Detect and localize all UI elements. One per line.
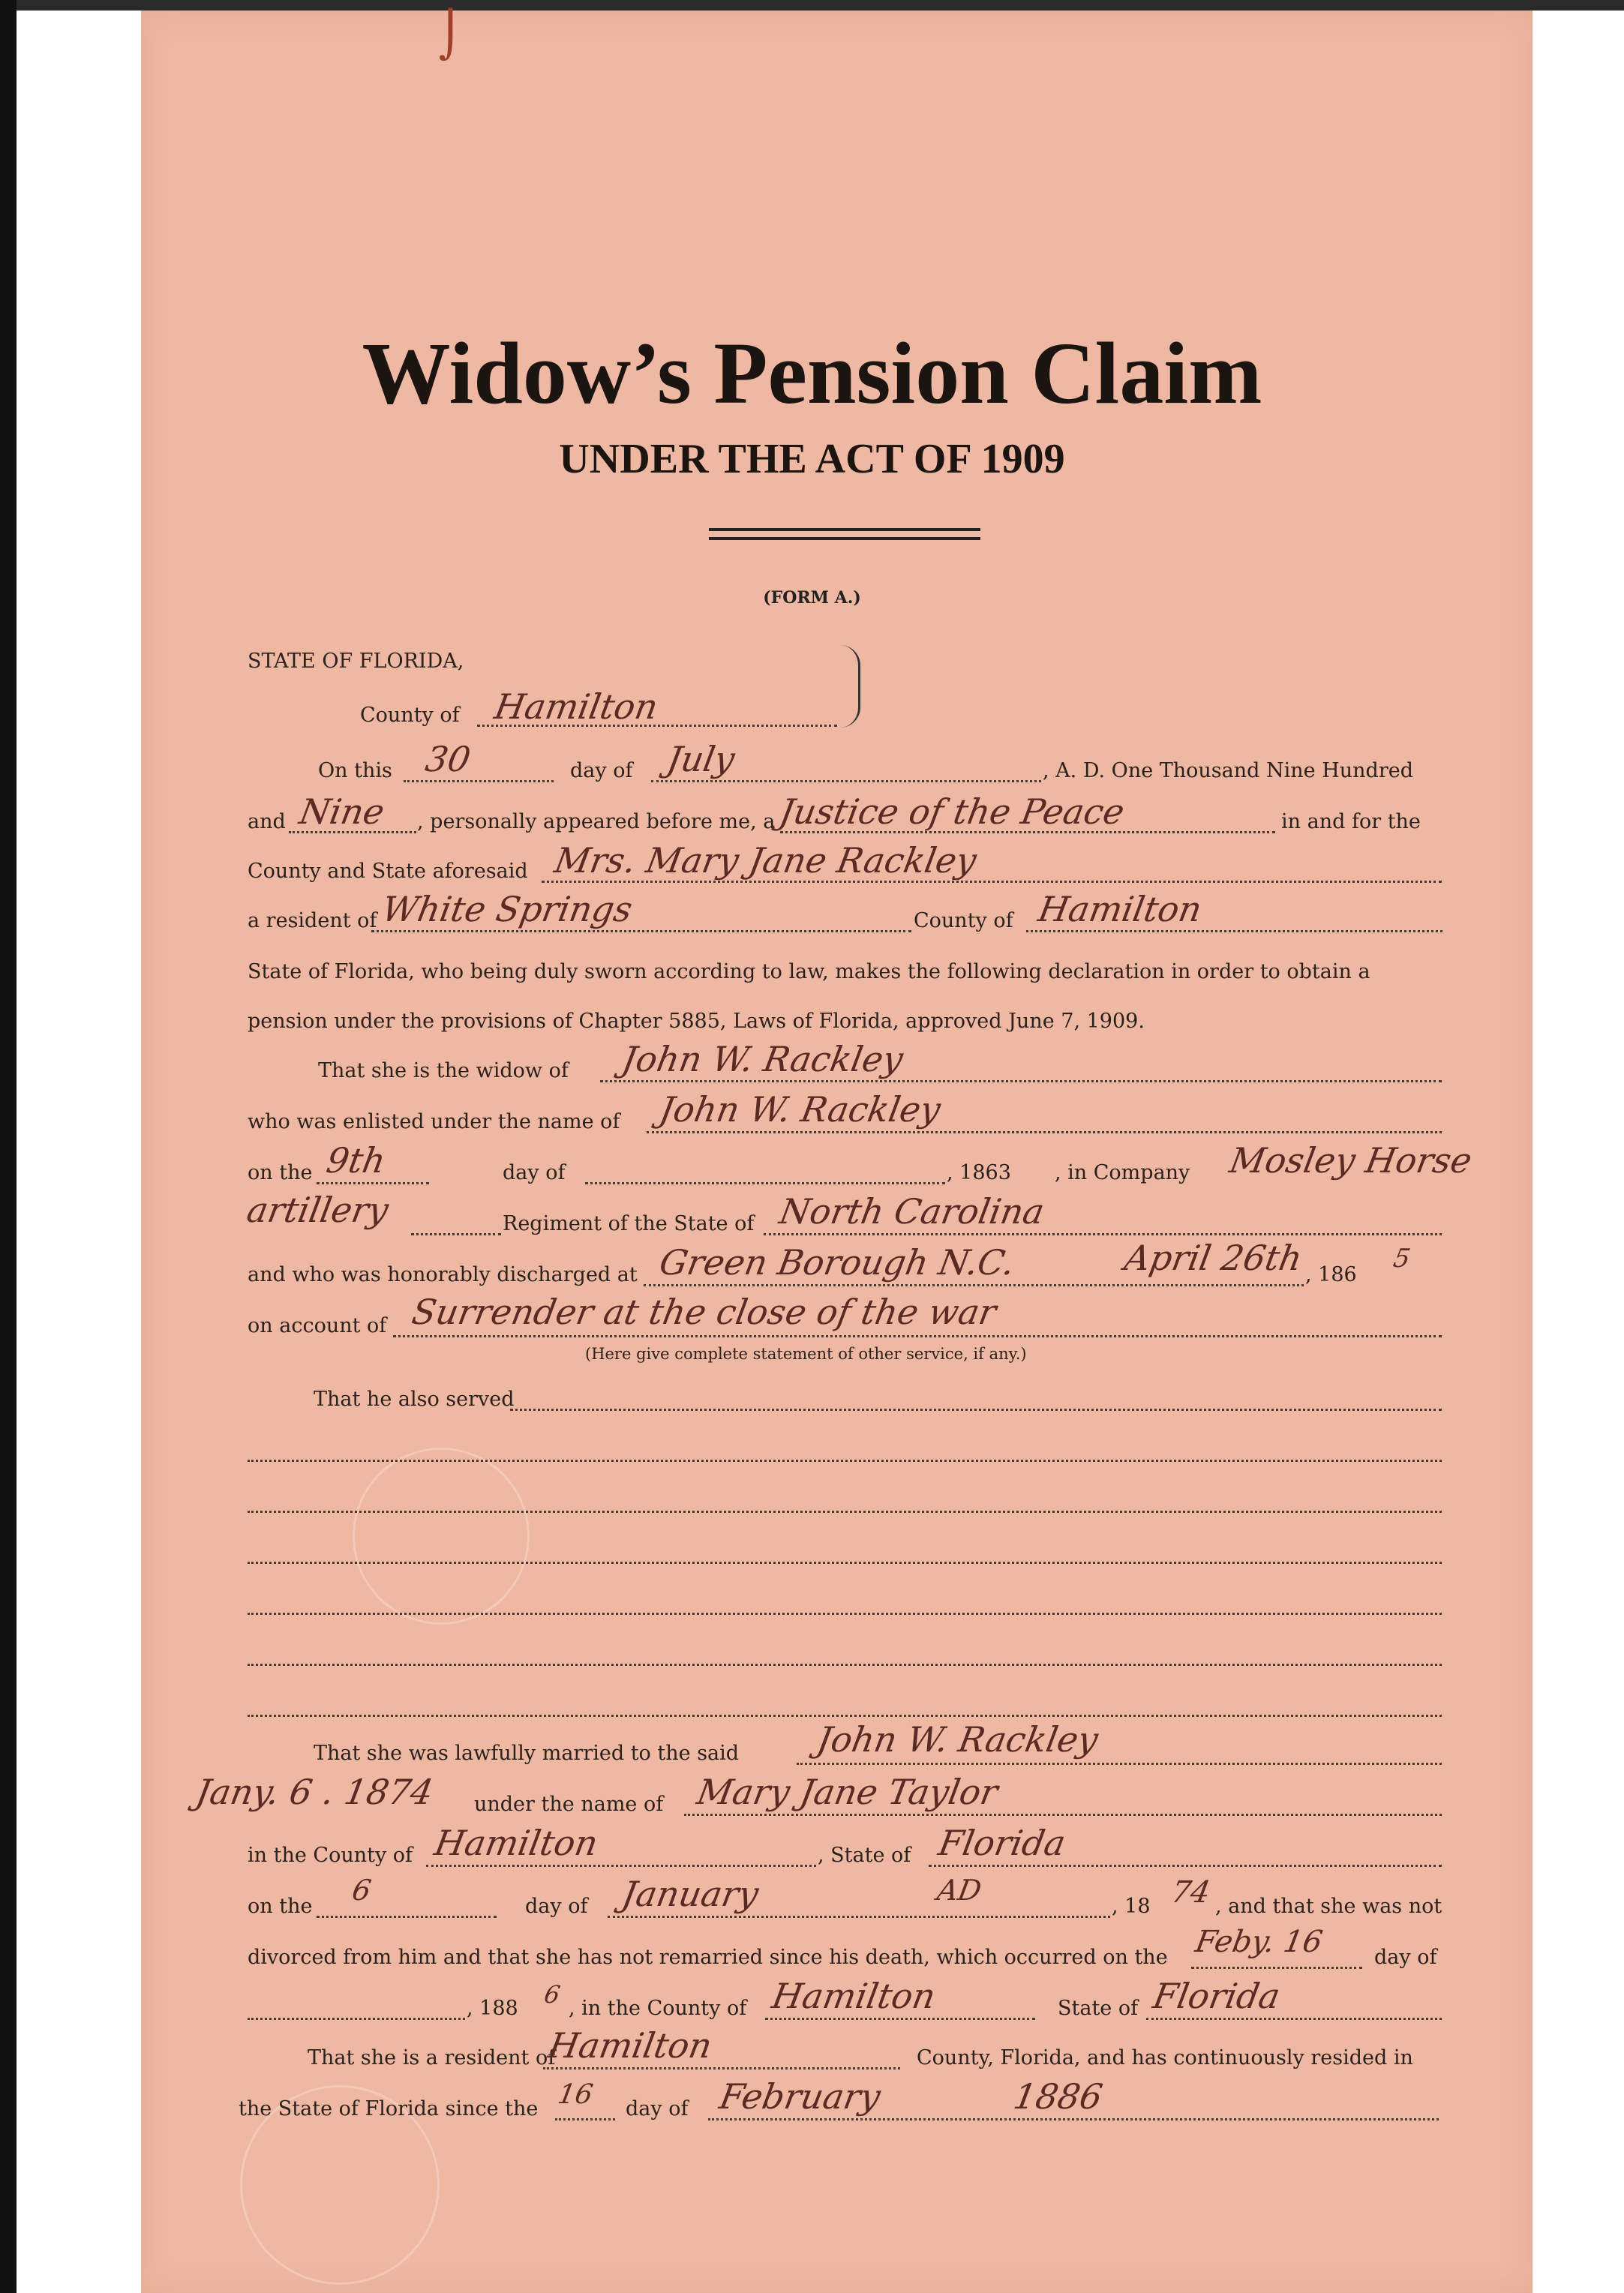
document-title: Widow’s Pension Claim xyxy=(362,324,1262,422)
form-label: (FORM A.) xyxy=(763,588,861,608)
discharged-label: and who was honorably discharged at xyxy=(248,1263,638,1286)
discharge-date-value: April 26th xyxy=(1121,1238,1306,1278)
maiden-name-value: Mary Jane Taylor xyxy=(694,1772,1001,1812)
resident-of-label: That she is a resident of xyxy=(308,2046,556,2069)
company-value: Mosley Horse xyxy=(1226,1140,1475,1181)
residence-county-blank xyxy=(1026,930,1442,932)
county-florida-text: County, Florida, and has continuously resided in xyxy=(917,2046,1413,2069)
county-label: County of xyxy=(360,704,460,727)
residence-value: White Springs xyxy=(379,889,636,929)
claimant-value: Mrs. Mary Jane Rackley xyxy=(551,840,980,881)
since-day-value: 16 xyxy=(555,2079,596,2110)
day-of-label: day of xyxy=(525,1895,588,1918)
death-county-value: Hamilton xyxy=(769,1976,939,2016)
year-188: , 188 xyxy=(467,1997,518,2020)
paper-clip-mark: ⌡ xyxy=(439,9,463,62)
resident-county-value: Hamilton xyxy=(545,2025,716,2066)
marriage-state-value: Florida xyxy=(935,1823,1069,1863)
year-1863: , 1863 xyxy=(947,1161,1011,1184)
state-heading: STATE OF FLORIDA, xyxy=(248,650,464,673)
day-of-label: day of xyxy=(626,2097,689,2120)
residence-county-value: Hamilton xyxy=(1035,889,1205,929)
embossed-seal-top xyxy=(353,1448,530,1625)
married-blank xyxy=(797,1763,1442,1765)
declaration-line-2: pension under the provisions of Chapter 5885, Laws of Florida, approved June 7, 1909. xyxy=(248,1010,1145,1033)
month-value: July xyxy=(664,739,738,779)
appeared-text: , personally appeared before me, a xyxy=(417,810,776,833)
on-account-label: on account of xyxy=(248,1314,387,1337)
enlist-month-blank xyxy=(585,1182,945,1184)
state-of-label: State of xyxy=(1058,1997,1139,2020)
year-word-value: Nine xyxy=(296,791,388,832)
maiden-name-blank xyxy=(684,1814,1442,1816)
not-divorced-tail: , and that she was not xyxy=(1215,1895,1442,1918)
marriage-month-value: January xyxy=(619,1874,762,1914)
day-of-label: day of xyxy=(570,759,633,782)
county-value: Hamilton xyxy=(491,686,662,727)
statement-note: (Here give complete statement of other service, if any.) xyxy=(585,1345,1027,1363)
also-served-label: That he also served xyxy=(314,1388,515,1411)
document-subtitle: UNDER THE ACT OF 1909 xyxy=(559,436,1065,482)
service-line xyxy=(248,1715,1442,1717)
death-year-digit: 6 xyxy=(542,1980,563,2009)
officer-value: Justice of the Peace xyxy=(776,791,1128,832)
marriage-month-blank xyxy=(608,1916,1110,1918)
regiment-blank xyxy=(411,1233,501,1235)
day-of-label: day of xyxy=(503,1161,566,1184)
day-value: 30 xyxy=(422,739,474,779)
in-the-county-label: , in the County of xyxy=(569,1997,747,2020)
service-line xyxy=(248,1562,1442,1564)
in-county-label: in the County of xyxy=(248,1844,413,1867)
also-served-blank xyxy=(510,1409,1442,1411)
since-month-blank xyxy=(708,2118,1439,2120)
marriage-county-value: Hamilton xyxy=(431,1823,602,1863)
service-line xyxy=(248,1460,1442,1462)
death-county-blank xyxy=(765,2018,1035,2020)
residence-blank xyxy=(371,930,911,932)
marriage-ad-value: AD xyxy=(935,1874,984,1907)
day-blank xyxy=(404,780,554,782)
enlisted-blank xyxy=(647,1131,1442,1133)
marriage-day-value: 6 xyxy=(350,1874,374,1907)
under-name-label: under the name of xyxy=(474,1793,664,1816)
marriage-county-blank xyxy=(426,1865,816,1867)
divorced-line: divorced from him and that she has not remarried since his death, which occurred on the xyxy=(248,1946,1168,1969)
death-date-value: Feby. 16 xyxy=(1192,1925,1325,1959)
scan-top-edge xyxy=(17,0,1624,11)
marriage-year-value: 74 xyxy=(1168,1875,1213,1910)
year-18: , 18 xyxy=(1112,1895,1151,1918)
since-day-blank xyxy=(555,2118,615,2120)
death-month-blank xyxy=(248,2018,465,2020)
widow-of-label: That she is the widow of xyxy=(318,1059,569,1082)
title-rule xyxy=(709,528,980,531)
husband-blank xyxy=(600,1080,1442,1082)
title-rule xyxy=(709,537,980,540)
resident-label: a resident of xyxy=(248,909,377,932)
enlist-day-blank xyxy=(317,1182,429,1184)
on-account-blank xyxy=(393,1335,1442,1337)
service-line xyxy=(248,1664,1442,1666)
on-the-label: on the xyxy=(248,1895,313,1918)
since-label: the State of Florida since the xyxy=(239,2097,539,2120)
day-of-end-label: day of xyxy=(1374,1946,1437,1969)
ad-text: , A. D. One Thousand Nine Hundred xyxy=(1043,759,1414,782)
and-label: and xyxy=(248,810,286,833)
marriage-day-blank xyxy=(317,1916,497,1918)
regiment-state-blank xyxy=(764,1233,1442,1235)
on-the-label: on the xyxy=(248,1161,313,1184)
since-month-value: February xyxy=(716,2076,884,2117)
death-state-blank xyxy=(1146,2018,1442,2020)
enlist-day-value: 9th xyxy=(323,1140,389,1181)
death-date-blank xyxy=(1191,1967,1362,1969)
discharge-year-digit: 5 xyxy=(1391,1244,1413,1274)
discharged-value: Green Borough N.C. xyxy=(656,1242,1018,1283)
state-of-label: , State of xyxy=(818,1844,911,1867)
service-line xyxy=(248,1511,1442,1513)
company-value-cont: artillery xyxy=(244,1190,392,1230)
declaration-line-1: State of Florida, who being duly sworn according to law, makes the following declaration in order to obtain a xyxy=(248,960,1370,983)
month-blank xyxy=(651,780,1041,782)
regiment-state-value: North Carolina xyxy=(776,1191,1048,1232)
enlisted-value: John W. Rackley xyxy=(656,1089,944,1130)
county-of-label: County of xyxy=(914,909,1013,932)
married-value: John W. Rackley xyxy=(814,1719,1101,1760)
claimant-blank xyxy=(542,881,1442,883)
resident-county-blank xyxy=(543,2067,900,2069)
since-year-value: 1886 xyxy=(1010,2076,1106,2117)
death-state-value: Florida xyxy=(1150,1976,1283,2016)
on-this-label: On this xyxy=(318,759,392,782)
enlisted-label: who was enlisted under the name of xyxy=(248,1110,620,1133)
year-186: , 186 xyxy=(1305,1263,1357,1286)
on-account-value: Surrender at the close of the war xyxy=(409,1292,1000,1332)
in-company-label: , in Company xyxy=(1055,1161,1190,1184)
married-label: That she was lawfully married to the said xyxy=(314,1742,740,1765)
in-and-for-text: in and for the xyxy=(1281,810,1421,833)
husband-value: John W. Rackley xyxy=(619,1039,906,1079)
marriage-date-value: Jany. 6 . 1874 xyxy=(193,1772,437,1812)
service-line xyxy=(248,1613,1442,1615)
discharged-blank xyxy=(644,1284,1304,1286)
brace xyxy=(840,645,860,728)
regiment-label: Regiment of the State of xyxy=(503,1212,755,1235)
aforesaid-label: County and State aforesaid xyxy=(248,860,528,883)
marriage-state-blank xyxy=(929,1865,1442,1867)
